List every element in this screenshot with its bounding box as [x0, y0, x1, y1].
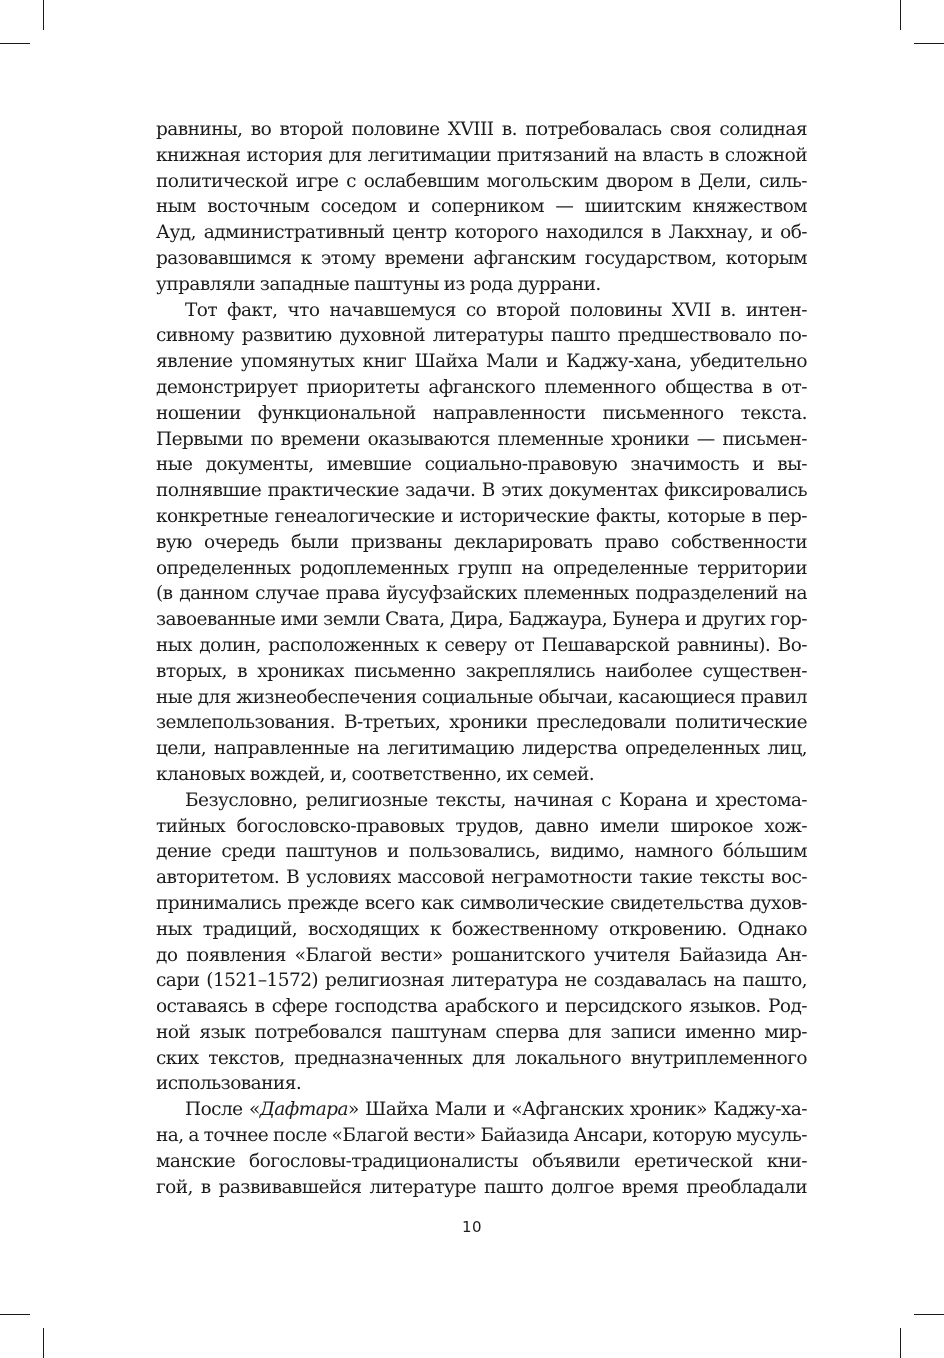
- text-line: ных долин, расположенных к северу от Пешаварской равнины). Во-: [156, 634, 807, 656]
- text-line: явление упомянутых книг Шайха Мали и Каджу-хана, убедительно: [156, 351, 807, 373]
- text-line: сари (1521–1572) религиозная литература не создавалась на пашто,: [156, 970, 807, 992]
- paragraph-1: [156, 117, 807, 298]
- text-line: использования.: [156, 1073, 302, 1095]
- text-line: тийных богословско-правовых трудов, давно имели широкое хож-: [156, 815, 807, 837]
- text-line: ные документы, имевшие социально-правовую значимость и вы-: [156, 454, 807, 476]
- crop-mark-top-right-vertical: [900, 0, 901, 30]
- text-run: После «: [185, 1099, 260, 1121]
- text-line: [156, 1097, 807, 1123]
- text-line: гой, в развивавшейся литературе пашто долгое время преобладали: [156, 1176, 807, 1198]
- text-line: полнявшие практические задачи. В этих документах фиксировались: [156, 480, 807, 502]
- crop-mark-top-left-vertical: [43, 0, 44, 30]
- text-line: равнины, во второй половине XVIII в. потребовалась своя солидная: [156, 119, 807, 140]
- crop-mark-bottom-left-vertical: [43, 1328, 44, 1358]
- text-line: (в данном случае права йусуфзайских племенных подразделений на: [156, 583, 807, 605]
- text-line: вторых, в хрониках письменно закреплялись наиболее существен-: [156, 660, 807, 682]
- text-line: демонстрирует приоритеты афганского племенного общества в от-: [156, 376, 807, 398]
- text-line: Первыми по времени оказываются племенные хроники — письмен-: [156, 428, 807, 450]
- body-text: [156, 117, 807, 1200]
- text-line: ношении функциональной направленности письменного текста.: [156, 402, 807, 424]
- text-line: ной язык потребовался паштунам сперва для записи именно мир-: [156, 1021, 807, 1043]
- text-line: завоеванные ими земли Свата, Дира, Баджаура, Бунера и других гор-: [156, 609, 807, 631]
- text-line: ным восточным соседом и соперником — шиитским княжеством: [156, 196, 807, 218]
- paragraph-3: [156, 788, 807, 1098]
- text-line: землепользования. В-третьих, хроники преследовали политические: [156, 712, 807, 734]
- text-line: определенных родоплеменных групп на определенные территории: [156, 557, 807, 579]
- paragraph-2: [156, 298, 807, 788]
- text-line: клановых вождей, и, соответственно, их семей.: [156, 763, 595, 785]
- text-line: конкретные генеалогические и исторические факты, которые в пер-: [156, 505, 807, 527]
- text-line: до появления «Благой вести» рошанитского учителя Байазида Ан-: [156, 944, 807, 966]
- text-line: оставаясь в сфере господства арабского и персидского языков. Род-: [156, 996, 807, 1018]
- text-line: авторитетом. В условиях массовой неграмотности такие тексты вос-: [156, 867, 807, 889]
- text-line: на, а точнее после «Благой вести» Байазида Ансари, которую мусуль-: [156, 1125, 807, 1147]
- text-line: манские богословы-традиционалисты объявили еретической кни-: [156, 1150, 807, 1172]
- text-line: управляли западные паштуны из рода дуррани.: [156, 273, 601, 295]
- paragraph-4: [156, 1097, 807, 1200]
- text-run: » Шайха Мали и «Афганских хроник» Каджу-ха-: [347, 1099, 807, 1121]
- book-title-italic: Дафтара: [259, 1099, 348, 1121]
- text-line: Ауд, административный центр которого находился в Лакхнау, и об-: [156, 222, 807, 244]
- crop-mark-top-left-horizontal: [0, 43, 30, 44]
- crop-mark-bottom-right-horizontal: [914, 1314, 944, 1315]
- text-line: ских текстов, предназначенных для локального внутриплеменного: [156, 1047, 807, 1069]
- text-line: ные для жизнеобеспечения социальные обычаи, касающиеся правил: [156, 686, 807, 708]
- crop-mark-top-right-horizontal: [914, 43, 944, 44]
- page-number: 10: [461, 1218, 483, 1236]
- text-line: вую очередь были призваны декларировать право собственности: [156, 531, 807, 553]
- text-line: Безусловно, религиозные тексты, начиная с Корана и хрестома-: [185, 789, 807, 811]
- text-line: книжная история для легитимации притязаний на власть в сложной: [156, 144, 807, 166]
- text-line: дение среди паштунов и пользовались, видимо, намного бóльшим: [156, 841, 807, 863]
- text-line: сивному развитию духовной литературы пашто предшествовало по-: [156, 325, 807, 347]
- text-line: цели, направленные на легитимацию лидерства определенных лиц,: [156, 738, 807, 760]
- text-line: политической игре с ослабевшим могольским двором в Дели, силь-: [156, 170, 807, 192]
- text-line: Тот факт, что начавшемуся со второй половины XVII в. интен-: [185, 299, 807, 321]
- crop-mark-bottom-left-horizontal: [0, 1314, 30, 1315]
- text-line: разовавшимся к этому времени афганским государством, которым: [156, 247, 807, 269]
- text-line: принимались прежде всего как символические свидетельства духов-: [156, 892, 807, 914]
- text-line: ных традиций, восходящих к божественному откровению. Однако: [156, 918, 807, 940]
- crop-mark-bottom-right-vertical: [900, 1328, 901, 1358]
